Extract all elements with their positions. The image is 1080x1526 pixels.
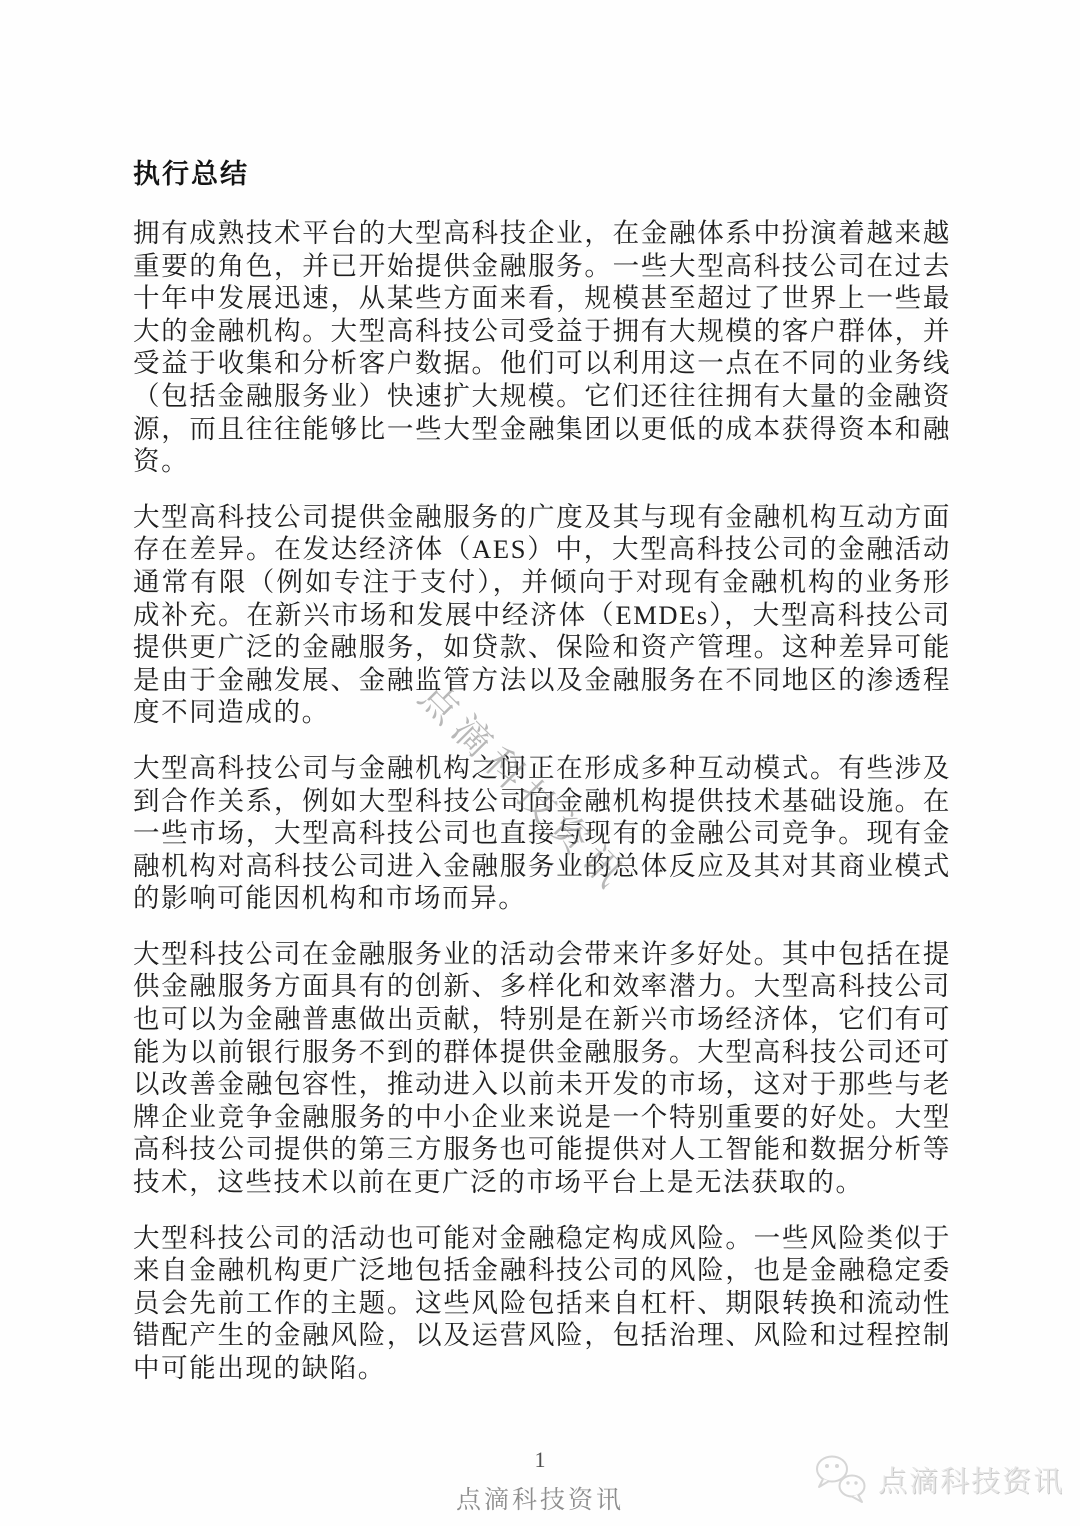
page-title: 执行总结 — [133, 159, 249, 189]
diagonal-watermark: 点滴科技资讯 — [410, 675, 636, 901]
paragraph-2: 大型高科技公司提供金融服务的广度及其与现有金融机构互动方面存在差异。在发达经济体（AES）中，大型高科技公司的金融活动通常有限（例如专注于支付），并倾向于对现有金融机构的业务形成补充。在新兴市场和发展中经济体（EMDEs），大型高科技公司提供更广泛的金融服务，如贷款、保险和资产管理。这种差异可能是由于金融发展、金融监管方法以及金融服务在不同地区的渗透程度不同造成的。 — [133, 501, 951, 728]
footer-brand-label: 点滴科技资讯 — [455, 1487, 624, 1514]
page-number: 1 — [534, 1447, 546, 1472]
paragraph-5: 大型科技公司的活动也可能对金融稳定构成风险。一些风险类似于来自金融机构更广泛地包括金融科技公司的风险，也是金融稳定委员会先前工作的主题。这些风险包括来自杠杆、期限转换和流动性错配产生的金融风险，以及运营风险，包括治理、风险和过程控制中可能出现的缺陷。 — [133, 1222, 951, 1383]
document-body — [133, 158, 951, 1408]
paragraph-3: 大型高科技公司与金融机构之间正在形成多种互动模式。有些涉及到合作关系，例如大型科技公司向金融机构提供技术基础设施。在一些市场，大型高科技公司也直接与现有的金融公司竞争。现有金融机构对高科技公司进入金融服务业的总体反应及其对其商业模式的影响可能因机构和市场而异。 — [133, 752, 951, 914]
paragraph-1: 拥有成熟技术平台的大型高科技企业，在金融体系中扮演着越来越重要的角色，并已开始提供金融服务。一些大型高科技公司在过去十年中发展迅速，从某些方面来看，规模甚至超过了世界上一些最大的金融机构。大型高科技公司受益于拥有大规模的客户群体，并受益于收集和分析客户数据。他们可以利用这一点在不同的业务线（包括金融服务业）快速扩大规模。它们还往往拥有大量的金融资源，而且往往能够比一些大型金融集团以更低的成本获得资本和融资。 — [133, 218, 951, 477]
wechat-chat-bubbles-icon — [812, 1450, 872, 1508]
corner-brand-label: 点滴科技资讯 — [877, 1465, 1064, 1498]
paragraph-4: 大型科技公司在金融服务业的活动会带来许多好处。其中包括在提供金融服务方面具有的创新、多样化和效率潜力。大型高科技公司也可以为金融普惠做出贡献，特别是在新兴市场经济体，它们有可能为以前银行服务不到的群体提供金融服务。大型高科技公司还可以改善金融包容性，推动进入以前未开发的市场，这对于那些与老牌企业竞争金融服务的中小企业来说是一个特别重要的好处。大型高科技公司提供的第三方服务也可能提供对人工智能和数据分析等技术，这些技术以前在更广泛的市场平台上是无法获取的。 — [133, 938, 951, 1198]
corner-brand-badge — [812, 1450, 1064, 1508]
